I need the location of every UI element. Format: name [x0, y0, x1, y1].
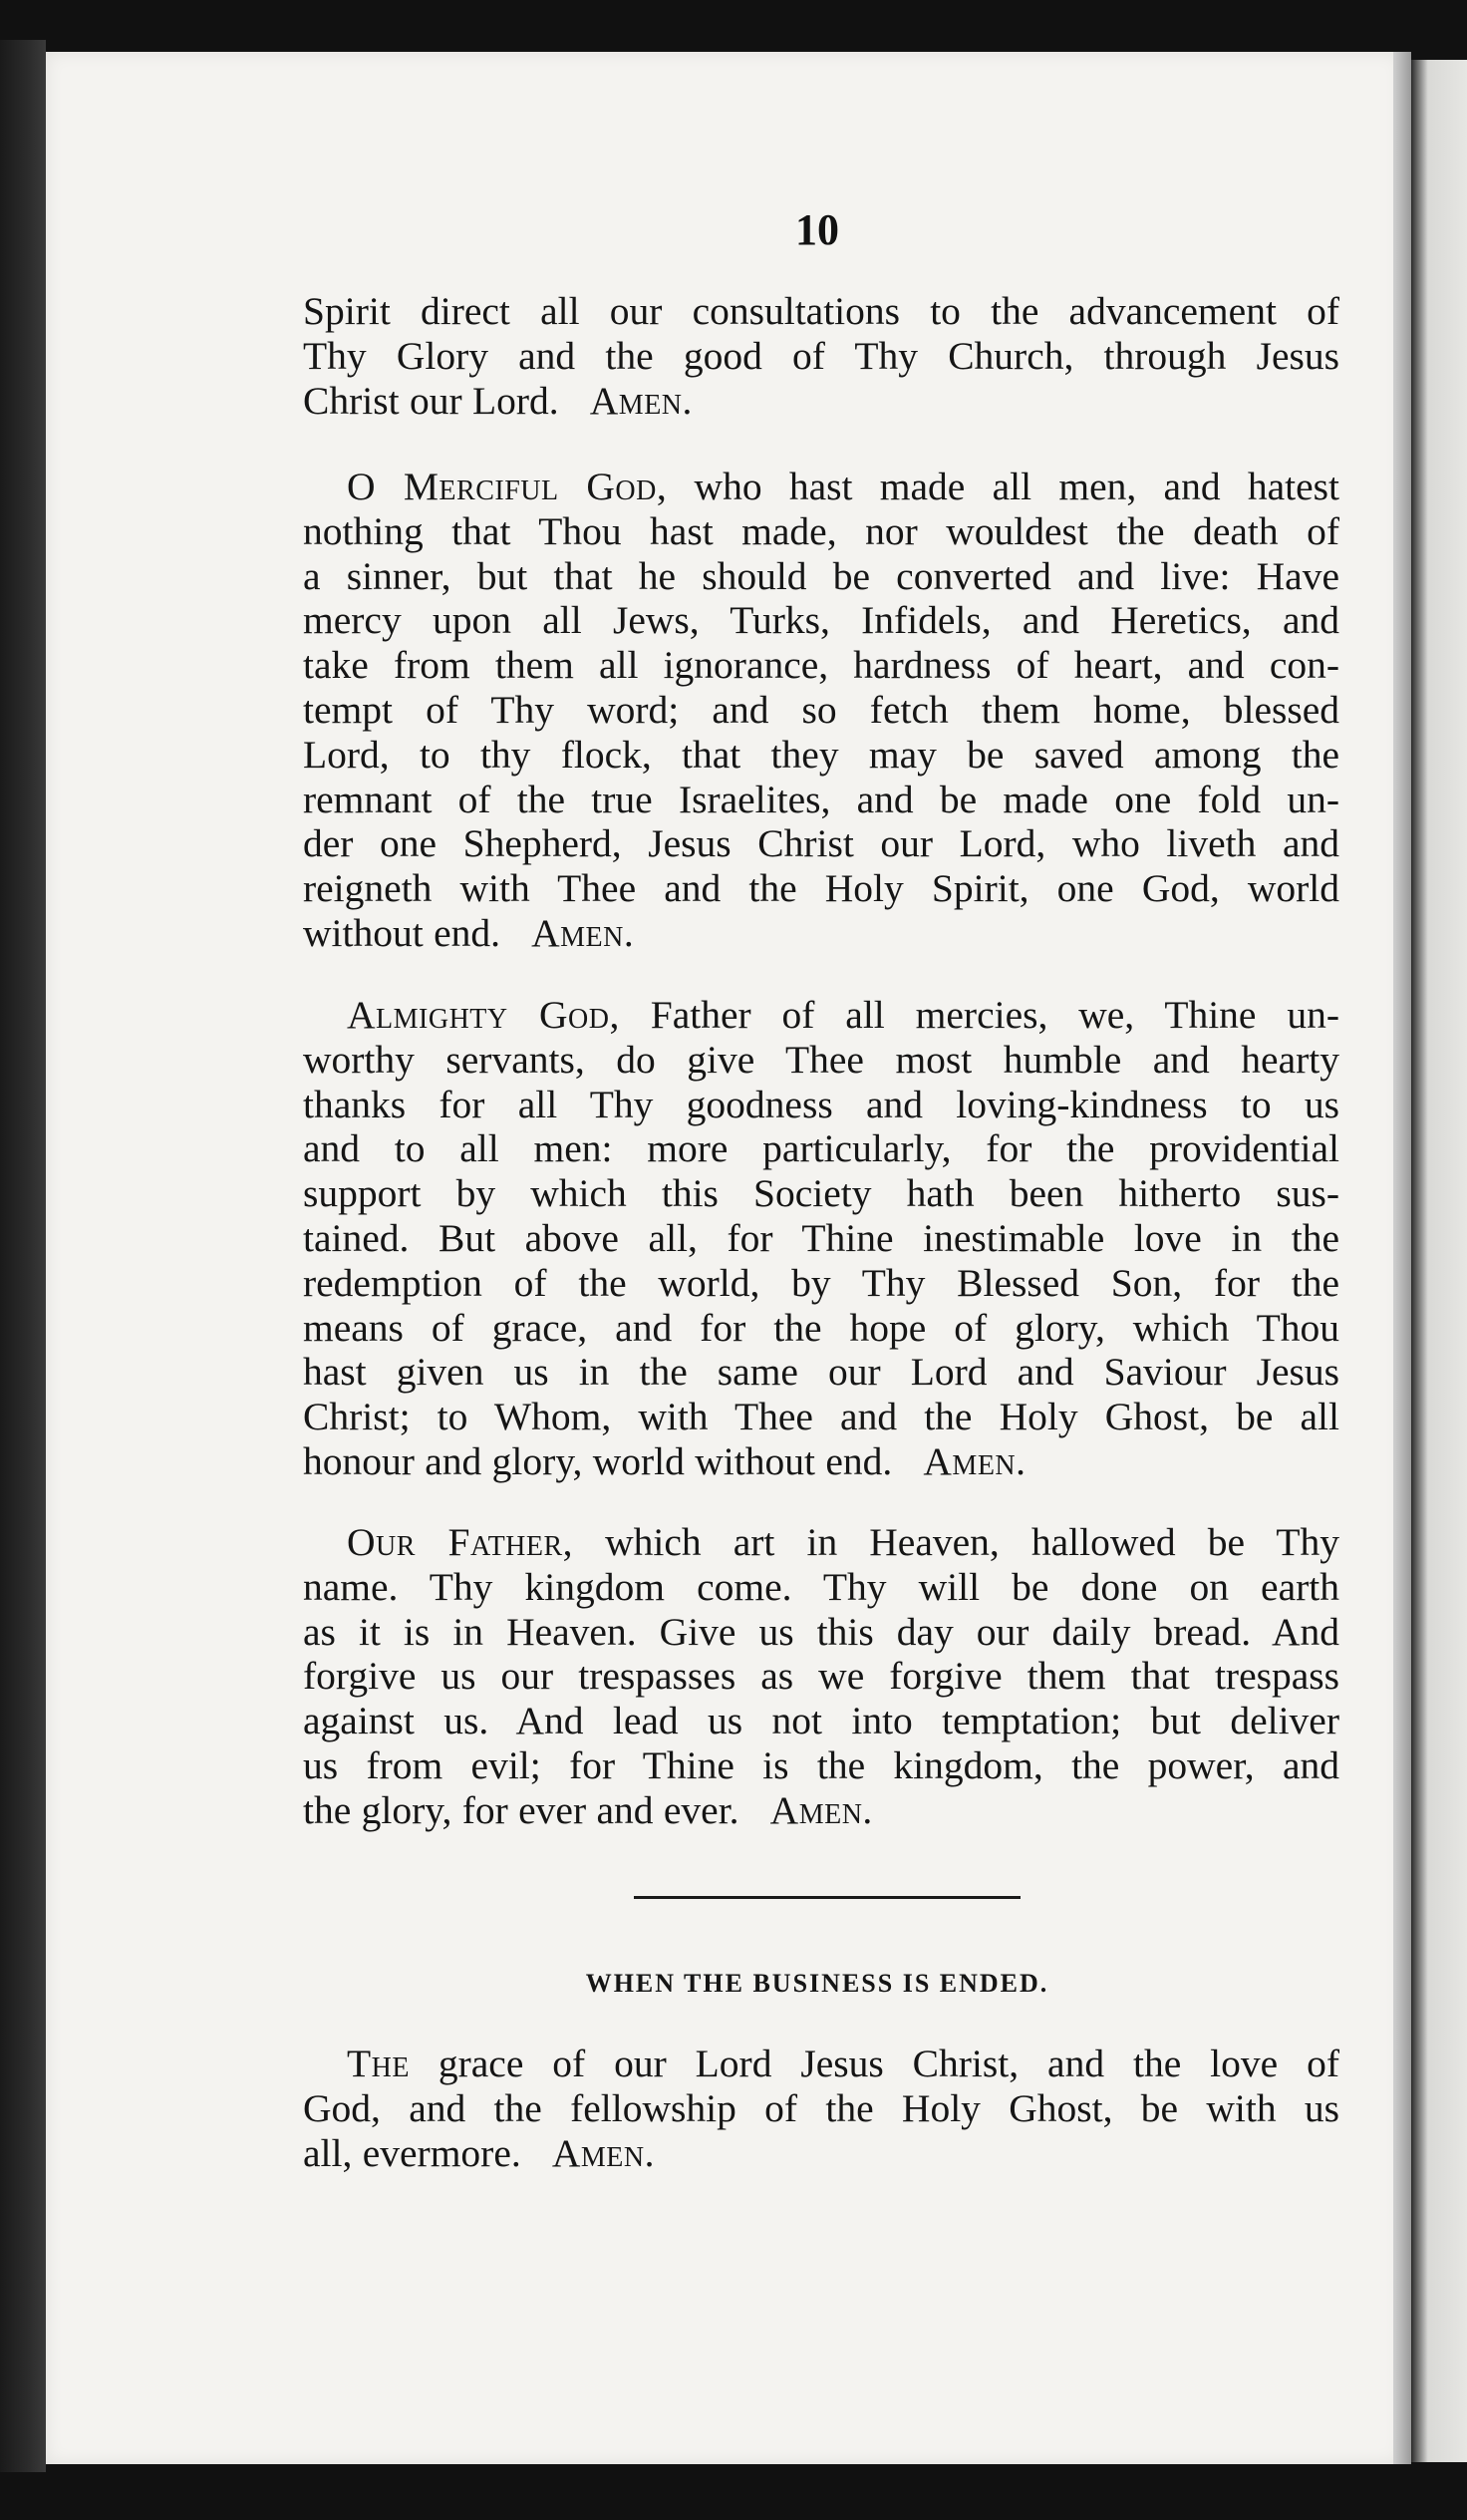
page-gutter-shadow [1393, 52, 1411, 2464]
text-line: God, and the fellowship of the Holy Ghost, be with us [303, 2085, 1339, 2130]
text-line: all, evermore. Amen. [303, 2130, 655, 2175]
text-line: der one Shepherd, Jesus Christ our Lord, who liveth and [303, 821, 1339, 866]
text-line: Thy Glory and the good of Thy Church, through Jesus [303, 333, 1339, 378]
text-line: Spirit direct all our consultations to the advancement of [303, 289, 1339, 333]
text-line: Lord, to thy flock, that they may be saved among the [303, 732, 1339, 777]
text-line: a sinner, but that he should be converted and live: Have [303, 553, 1339, 598]
text-line: O Merciful God, who hast made all men, and hatest [347, 465, 1339, 508]
text-line: Christ our Lord. Amen. [303, 378, 693, 423]
amen: Amen. [531, 910, 635, 955]
text-line: name. Thy kingdom come. Thy will be done on earth [303, 1564, 1339, 1609]
paragraph-5 [303, 2042, 1339, 2175]
text-line: hast given us in the same our Lord and Saviour Jesus [303, 1350, 1339, 1395]
paragraph-lead: Our Father, [347, 1520, 574, 1564]
text-line: forgive us our trespasses as we forgive them that trespass [303, 1654, 1339, 1699]
paragraph-1 [303, 289, 1339, 423]
text-line: reigneth with Thee and the Holy Spirit, one God, world [303, 866, 1339, 911]
text-line: tained. But above all, for Thine inestimable love in the [303, 1215, 1339, 1260]
section-heading: WHEN THE BUSINESS IS ENDED. [585, 1969, 1049, 1998]
paragraph-2 [303, 465, 1339, 956]
text-line: redemption of the world, by Thy Blessed Son, for the [303, 1260, 1339, 1305]
text-line: honour and glory, world without end. Amen. [303, 1438, 1027, 1483]
text-line: mercy upon all Jews, Turks, Infidels, and Heretics, and [303, 598, 1339, 643]
text-line: the glory, for ever and ever. Amen. [303, 1787, 873, 1832]
text-line: as it is in Heaven. Give us this day our daily bread. And [303, 1609, 1339, 1654]
text-line: and to all men: more particularly, for the providential [303, 1126, 1339, 1171]
paragraph-lead: The [347, 2042, 410, 2085]
paragraph-4 [303, 1520, 1339, 1833]
text-line: worthy servants, do give Thee most humble and hearty [303, 1037, 1339, 1082]
paragraph-3 [303, 993, 1339, 1484]
text-line: Our Father, which art in Heaven, hallowed be Thy [347, 1520, 1339, 1564]
book-spine-edge [0, 40, 46, 2472]
text-line: us from evil; for Thine is the kingdom, the power, and [303, 1742, 1339, 1787]
paragraph-lead: Almighty God, [347, 993, 620, 1037]
amen: Amen. [769, 1787, 873, 1832]
amen: Amen. [551, 2130, 655, 2175]
text-line: means of grace, and for the hope of glory, which Thou [303, 1305, 1339, 1350]
text-line: against us. And lead us not into temptation; but deliver [303, 1699, 1339, 1743]
text-line: without end. Amen. [303, 910, 635, 955]
text-line: tempt of Thy word; and so fetch them home, blessed [303, 687, 1339, 732]
text-line: remnant of the true Israelites, and be made one fold un- [303, 777, 1339, 821]
text-line: thanks for all Thy goodness and loving-kindness to us [303, 1082, 1339, 1126]
paragraph-lead: O Merciful God, [347, 465, 668, 508]
adjacent-page-edge [1411, 60, 1467, 2462]
text-line: support by which this Society hath been hitherto sus- [303, 1171, 1339, 1216]
text-line: Christ; to Whom, with Thee and the Holy Ghost, be all [303, 1395, 1339, 1439]
text-line: take from them all ignorance, hardness of heart, and con- [303, 643, 1339, 688]
amen: Amen. [923, 1438, 1027, 1483]
text-line: Almighty God, Father of all mercies, we, Thine un- [347, 993, 1339, 1037]
text-line: nothing that Thou hast made, nor wouldest the death of [303, 508, 1339, 553]
text-line: The grace of our Lord Jesus Christ, and the love of [347, 2042, 1339, 2085]
amen: Amen. [589, 378, 693, 423]
page-number: 10 [795, 205, 839, 254]
section-divider [634, 1896, 1021, 1899]
